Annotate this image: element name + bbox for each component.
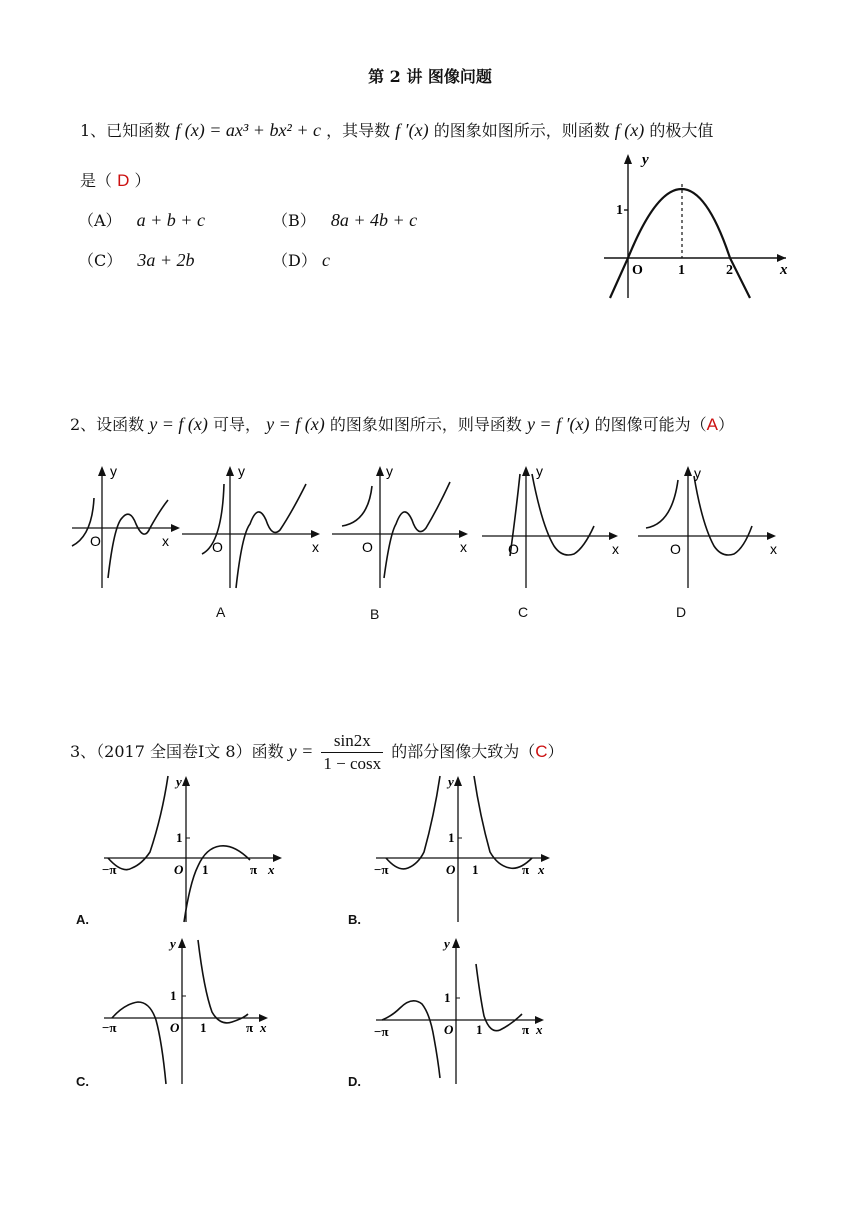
origin-label: O xyxy=(212,539,223,555)
page-title: 第 2 讲 图像问题 xyxy=(368,67,492,86)
x-label: x xyxy=(312,539,319,555)
y-one-label: 1 xyxy=(448,830,455,845)
x-label: x xyxy=(460,539,467,555)
q3-fraction xyxy=(321,730,383,775)
q3-graph-a xyxy=(100,772,290,927)
y-tick-label: 1 xyxy=(616,203,623,218)
x-label: x xyxy=(268,862,275,877)
y-one-label: 1 xyxy=(444,990,451,1005)
origin-label: O xyxy=(174,862,184,877)
q2-stem xyxy=(70,412,734,435)
x-tick-2: 2 xyxy=(726,263,733,278)
q1-derivative: f ′(x) xyxy=(395,120,429,140)
derivative-curve xyxy=(610,189,750,298)
neg-pi-label: −π xyxy=(374,1024,389,1039)
origin-label: O xyxy=(362,539,373,555)
neg-pi-label: −π xyxy=(374,862,389,877)
q1-function2: f (x) xyxy=(614,120,645,140)
x-one-label: 1 xyxy=(200,1020,207,1035)
q1-prefix: 1、已知函数 xyxy=(80,121,171,140)
q1-option-c xyxy=(78,248,195,271)
x-label: x xyxy=(260,1020,267,1035)
q2-graph-c xyxy=(480,460,626,592)
x-arrow xyxy=(777,254,786,262)
x-label: x xyxy=(780,262,788,278)
y-label: y xyxy=(536,463,543,479)
y-arrow xyxy=(624,154,632,164)
option-label: （A） xyxy=(78,211,122,230)
q2-caption-a: A xyxy=(216,604,226,620)
q1-mid2: 的图象如图所示，则函数 xyxy=(433,121,610,140)
q2-text2: 的图象如图所示，则导函数 xyxy=(329,415,522,434)
q1-stem-line1 xyxy=(80,118,713,141)
origin-label: O xyxy=(508,541,519,557)
origin-label: O xyxy=(90,533,101,549)
origin-label: O xyxy=(444,1022,454,1037)
q3-y-eq: y = xyxy=(288,741,314,761)
q3-caption-b: B. xyxy=(348,912,361,927)
q1-answer: D xyxy=(117,171,130,190)
option-label: （D） xyxy=(272,251,317,270)
q1-option-b xyxy=(272,208,417,231)
x-label: x xyxy=(536,1022,543,1037)
q3-numerator: sin2x xyxy=(321,730,383,753)
q2-caption-d: D xyxy=(676,604,687,620)
option-label: （C） xyxy=(78,251,123,270)
q2-expr3: y = f ′(x) xyxy=(526,414,590,434)
y-label: y xyxy=(110,463,117,479)
q3-denominator: 1 − cosx xyxy=(323,754,382,773)
x-label: x xyxy=(612,541,619,557)
q3-answer: C xyxy=(535,742,548,761)
q1-function: f (x) = ax³ + bx² + c xyxy=(175,120,321,140)
option-label: （B） xyxy=(272,211,316,230)
y-label: y xyxy=(238,463,245,479)
origin-label: O xyxy=(446,862,456,877)
q3-graph-c xyxy=(100,934,290,1089)
q1-option-d xyxy=(272,248,330,271)
q2-expr2: y = f (x) xyxy=(266,414,325,434)
pi-label: π xyxy=(522,862,530,877)
q2-text3: 的图像可能为（ xyxy=(594,415,707,434)
option-expr: 8a + 4b + c xyxy=(330,210,418,230)
x-label: x xyxy=(770,541,777,557)
q3-stem xyxy=(70,730,564,775)
y-one-label: 1 xyxy=(170,988,177,1003)
x-one-label: 1 xyxy=(476,1022,483,1037)
q2-text1: 可导， xyxy=(213,415,262,434)
q2-graph-a xyxy=(180,460,326,592)
pi-label: π xyxy=(522,1022,530,1037)
y-label: y xyxy=(176,774,182,789)
pi-label: π xyxy=(246,1020,254,1035)
q2-graph-b xyxy=(330,460,476,592)
q2-graph-f xyxy=(70,460,182,592)
q1-suffix: 的极大值 xyxy=(649,121,714,140)
x-label: x xyxy=(538,862,545,877)
y-label: y xyxy=(694,465,701,481)
q3-prefix: 3、（2017 全国卷Ⅰ文 8）函数 xyxy=(70,742,284,761)
neg-pi-label: −π xyxy=(102,862,117,877)
x-label: x xyxy=(162,533,169,549)
y-label: y xyxy=(386,463,393,479)
q1-line2-suffix: ） xyxy=(134,171,151,190)
y-label: y xyxy=(170,936,176,951)
q2-caption-b: B xyxy=(370,606,380,622)
y-label: y xyxy=(642,152,649,168)
q1-line2-prefix: 是（ xyxy=(80,171,113,190)
origin-label: O xyxy=(170,1020,180,1035)
q2-graph-d xyxy=(636,460,784,592)
q3-caption-d: D. xyxy=(348,1074,361,1089)
q1-mid: ，其导数 xyxy=(326,121,391,140)
origin-label: O xyxy=(670,541,681,557)
neg-pi-label: −π xyxy=(102,1020,117,1035)
q2-caption-c: C xyxy=(518,604,529,620)
x-tick-1: 1 xyxy=(678,263,685,278)
q2-answer: A xyxy=(706,415,718,434)
q1-derivative-graph xyxy=(596,150,796,300)
q3-graph-b xyxy=(372,772,562,927)
pi-label: π xyxy=(250,862,258,877)
q3-caption-c: C. xyxy=(76,1074,89,1089)
q3-suffix2: ） xyxy=(547,742,564,761)
q1-option-a xyxy=(78,208,205,231)
option-expr: 3a + 2b xyxy=(137,250,195,270)
q3-graph-d xyxy=(372,934,562,1089)
q2-expr1: y = f (x) xyxy=(149,414,208,434)
option-expr: c xyxy=(321,250,330,270)
x-one-label: 1 xyxy=(202,862,209,877)
x-one-label: 1 xyxy=(472,862,479,877)
q3-suffix: 的部分图像大致为（ xyxy=(391,742,536,761)
y-label: y xyxy=(448,774,454,789)
q2-text4: ） xyxy=(717,415,734,434)
y-one-label: 1 xyxy=(176,830,183,845)
option-expr: a + b + c xyxy=(136,210,205,230)
origin-label: O xyxy=(632,263,643,278)
y-label: y xyxy=(444,936,450,951)
q1-stem-line2 xyxy=(80,168,151,191)
q3-caption-a: A. xyxy=(76,912,89,927)
q2-prefix: 2、设函数 xyxy=(70,415,145,434)
